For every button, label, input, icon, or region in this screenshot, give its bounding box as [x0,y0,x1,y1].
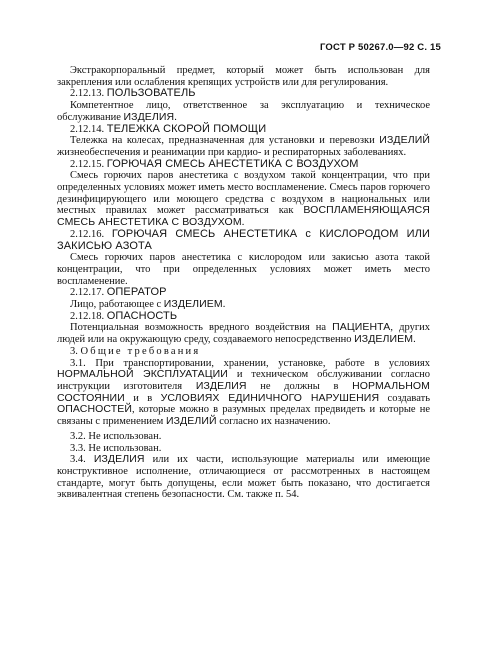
caps-term: ИЗДЕЛИЯ [123,110,175,123]
text-run: Потенциальная возможность вредного воздействия на [70,322,333,334]
caps-term: ГОРЮЧАЯ СМЕСЬ АНЕСТЕТИКА с КИСЛОРОДОМ ИЛИ ЗАКИСЬЮ АЗОТА [57,227,431,252]
paragraph [57,252,430,287]
text-run: . [174,111,177,123]
text-run: . [413,334,416,346]
term-heading [57,287,430,299]
caps-term: ИЗДЕЛИЯ [93,453,145,466]
caps-term: НОРМАЛЬНОМ СОСТОЯНИИ [57,379,430,404]
text-run: 3.3. Не использован. [70,442,162,454]
caps-term: УСЛОВИЯХ ЕДИНИЧНОГО НАРУШЕНИЯ [160,391,380,404]
text-run: 2.12.16. [70,228,112,240]
text-run: согласно их назначению. [216,416,331,428]
text-run: не должны в [246,380,353,392]
caps-term: ТЕЛЕЖКА СКОРОЙ ПОМОЩИ [106,122,267,135]
caps-term: ИЗДЕЛИЯ [195,379,247,392]
text-run: Лицо, работающее с [70,299,164,311]
caps-term: ВОСПЛАМЕНЯЮЩАЯСЯ СМЕСЬ АНЕСТЕТИКА С ВОЗДУХОМ [57,204,430,229]
text-run: Компетентное лицо, ответственное за эксплуатацию и техническое обслуживание [57,100,430,123]
caps-term: ОПЕРАТОР [106,286,167,299]
term-heading [57,159,430,171]
document-body [57,65,430,501]
paragraph [57,100,430,123]
term-heading [57,124,430,136]
paragraph [57,322,430,345]
running-header: ГОСТ Р 50267.0—92 С. 15 [319,42,441,53]
text-run: 3. [70,345,81,357]
text-run: 2.12.17. [70,287,107,299]
text-run: 3.4. [70,454,94,466]
text-run: 2.12.15. [70,158,107,170]
caps-term: ОПАСНОСТЕЙ [57,403,133,416]
text-run: 3.2. Не использован. [70,430,162,442]
paragraph [57,135,430,158]
text-run: . [241,217,245,229]
caps-term: ИЗДЕЛИЕМ [354,333,414,346]
text-run: создавать [379,392,430,404]
caps-term: НОРМАЛЬНОЙ ЭКСПЛУАТАЦИИ [57,368,228,381]
caps-term: ИЗДЕЛИЙ [165,415,217,428]
term-heading [57,229,430,252]
text-run: , которые можно в разумных пределах предвидеть и которые не связаны с применением [57,404,430,428]
text-run: Смесь горючих паров анестетика с воздухом такой концентрации, что при определенных условиях может иметь место воспламенение. Смесь паров горючего дезинфицирующего или моющего средства с воздухом в национальных или местных правилах может рассматриваться как [57,170,430,217]
text-run: Общие требования [80,345,201,357]
text-run: 2.12.13. [70,88,107,100]
term-heading [57,88,430,100]
paragraph [57,454,430,501]
paragraph [57,65,430,88]
caps-term: ОПАСНОСТЬ [106,309,178,322]
text-run: 3.1. При транспортировании, хранении, установке, работе в условиях [70,357,430,369]
caps-term: ПАЦИЕНТА [332,321,391,334]
text-run: и техническом обслуживании согласно инструкции изготовителя [57,369,430,392]
text-run: Экстракорпоральный предмет, который может быть использован для закрепления или ослабления крепящих устройств или для регулирования. [57,65,430,88]
text-run: Смесь горючих паров анестетика с кислородом или закисью азота такой концентрации, что при определенных условиях может иметь место воспламенение. [57,252,430,287]
text-run: 2.12.18. [70,310,107,322]
text-run: 2.12.14. [70,123,107,135]
text-run: Тележка на колесах, предназначенная для установки и перевозки [70,135,380,147]
text-run: или их части, использующие материалы или имеющие конструктивное исполнение, отличающиеся от рассмотренных в настоящем стандарте, могут быть допущены, если может быть показано, что достигается эквивалентная степень безопасности. См. также п. 54. [57,454,430,501]
paragraph [57,170,430,229]
text-run: . [222,299,226,311]
caps-term: ГОРЮЧАЯ СМЕСЬ АНЕСТЕТИКА С ВОЗДУХОМ [106,157,359,170]
section-heading [57,346,430,358]
paragraph [57,358,430,428]
caps-term: ПОЛЬЗОВАТЕЛЬ [106,87,196,100]
caps-term: ИЗДЕЛИЕМ [163,298,223,311]
caps-term: ИЗДЕЛИЙ [379,134,430,147]
text-run: и в [124,392,161,404]
text-run: жизнеобеспечения и реанимации при кардио- и респираторных заболеваниях. [57,146,407,158]
text-run: , других людей или на окружающую среду, создаваемого непосредственно [57,322,430,346]
paragraph [57,431,430,443]
